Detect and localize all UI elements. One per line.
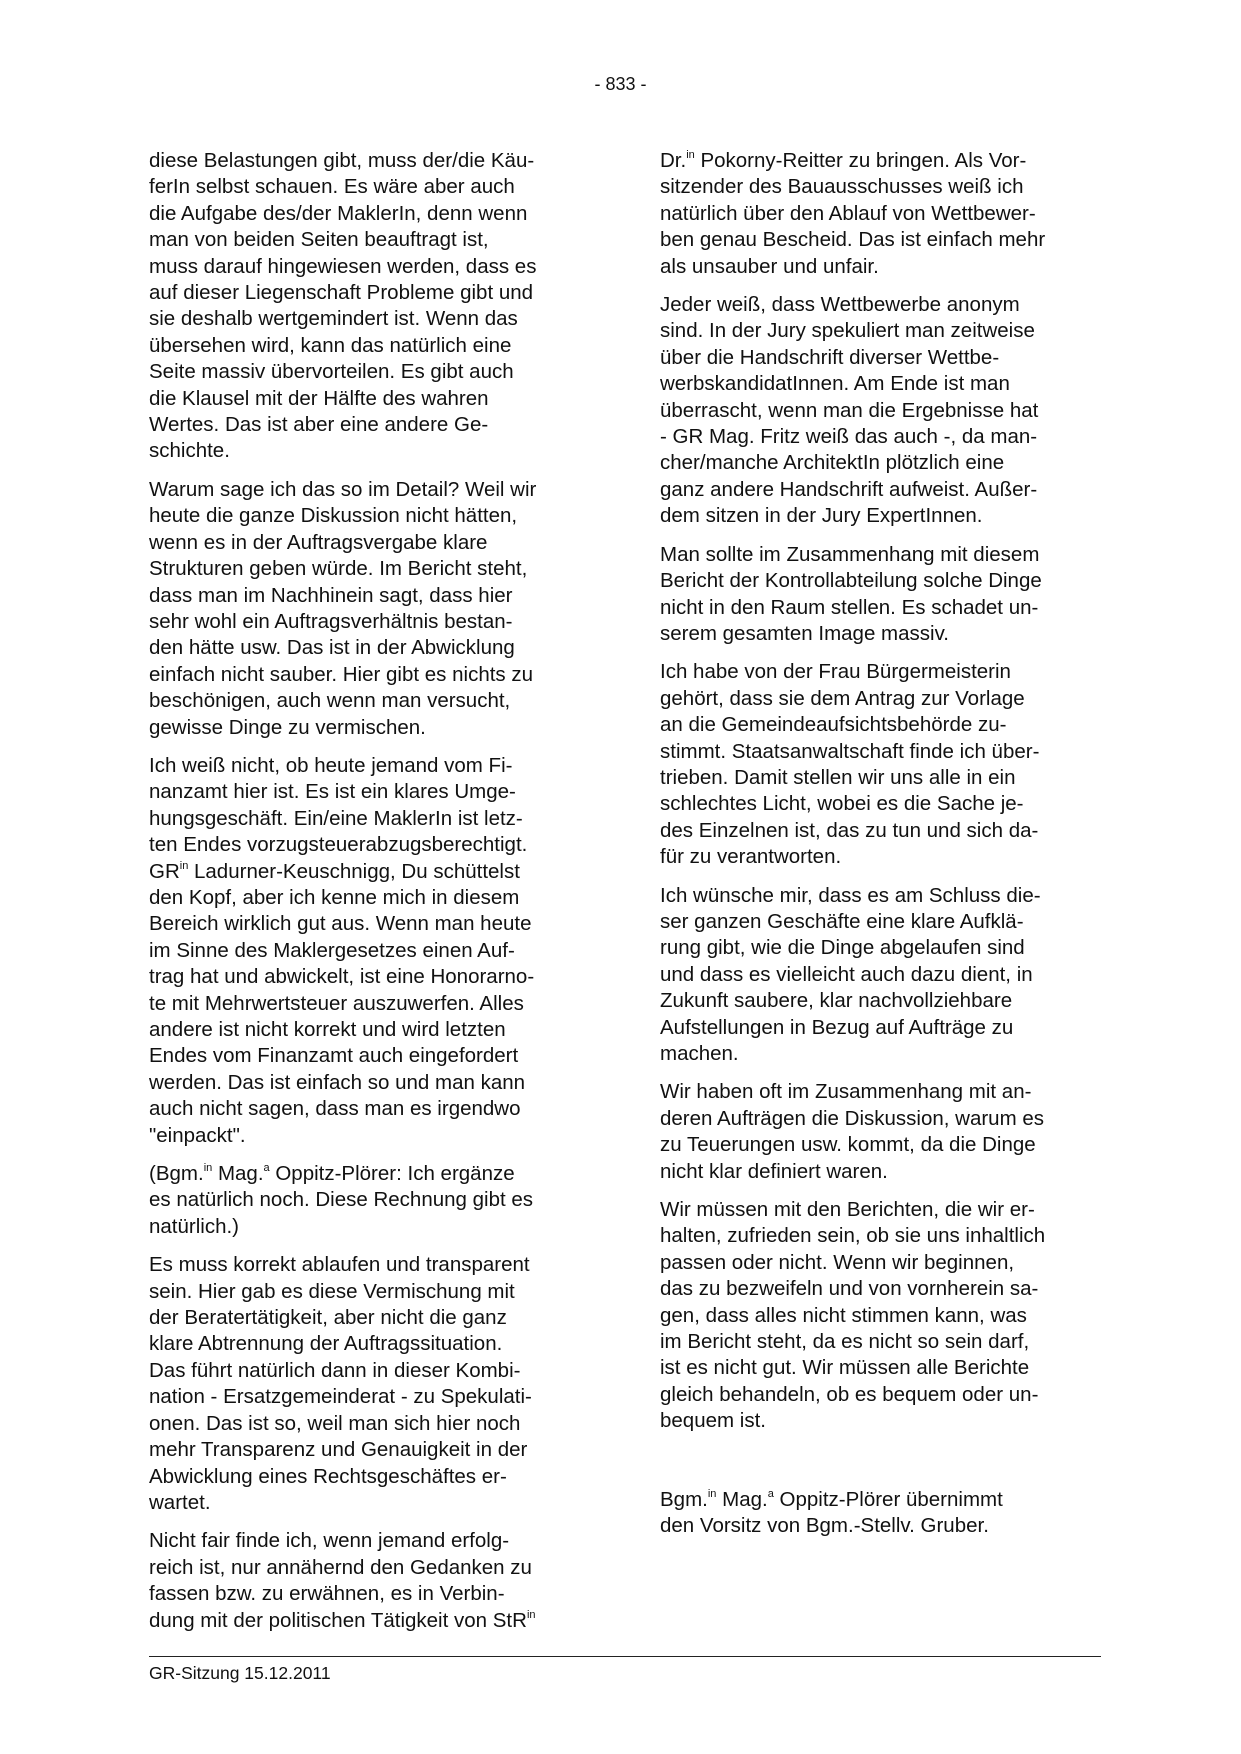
text-line: des Einzelnen ist, das zu tun und sich da-: [660, 818, 1039, 842]
text-line: Bericht der Kontrollabteilung solche Dinge: [660, 569, 1042, 593]
paragraph: [660, 148, 1105, 280]
text-line: Wir müssen mit den Berichten, die wir er-: [660, 1198, 1035, 1222]
text-line: überrascht, wenn man die Ergebnisse hat: [660, 398, 1039, 422]
text-line: [149, 1608, 594, 1634]
text-segment: Bgm.: [660, 1487, 708, 1511]
paragraph: [660, 883, 1105, 1068]
text-column-left: [149, 148, 594, 1646]
paragraph: [149, 477, 594, 741]
text-line: dem sitzen in der Jury ExpertInnen.: [660, 504, 983, 528]
paragraph: [149, 1161, 594, 1240]
text-line: Nicht fair finde ich, wenn jemand erfolg-: [149, 1529, 510, 1553]
text-line: Das führt natürlich dann in dieser Kombi-: [149, 1358, 521, 1382]
text-line: diese Belastungen gibt, muss der/die Käu-: [149, 149, 535, 172]
text-line: zu Teuerungen usw. kommt, da die Dinge: [660, 1133, 1036, 1157]
paragraph-spacer: [660, 1447, 1105, 1487]
text-line: man von beiden Seiten beauftragt ist,: [149, 228, 489, 252]
text-line: der Beratertätigkeit, aber nicht die ganz: [149, 1306, 507, 1330]
superscript: in: [686, 149, 695, 161]
text-line: [660, 1487, 1105, 1513]
text-line: Ich habe von der Frau Bürgermeisterin: [660, 660, 1011, 684]
text-line: sind. In der Jury spekuliert man zeitweise: [660, 319, 1035, 343]
text-line: trag hat und abwickelt, ist eine Honorarno-: [149, 965, 535, 989]
superscript: in: [707, 1487, 717, 1500]
text-line: Wertes. Das ist aber eine andere Ge-: [149, 413, 489, 437]
text-line: und dass es vielleicht auch dazu dient, in: [660, 962, 1033, 986]
paragraph: [149, 1252, 594, 1516]
text-line: trieben. Damit stellen wir uns alle in ein: [660, 765, 1016, 789]
page-number: - 833 -: [594, 74, 647, 94]
text-line: gleich behandeln, ob es bequem oder un-: [660, 1382, 1039, 1406]
text-line: es natürlich noch. Diese Rechnung gibt es: [149, 1188, 534, 1212]
superscript: in: [203, 1162, 213, 1175]
superscript: a: [767, 1487, 774, 1500]
text-line: für zu verantworten.: [660, 845, 842, 869]
text-line: Bereich wirklich gut aus. Wenn man heute: [149, 912, 532, 936]
text-line: te mit Mehrwertsteuer auszuwerfen. Alles: [149, 991, 524, 1015]
text-line: auch nicht sagen, dass man es irgendwo: [149, 1097, 521, 1121]
text-line: Aufstellungen in Bezug auf Aufträge zu: [660, 1015, 1014, 1039]
text-segment: Mag.: [212, 1162, 264, 1186]
text-line: natürlich.): [149, 1214, 240, 1238]
paragraph: [149, 1528, 594, 1634]
text-line: fassen bzw. zu erwähnen, es in Verbin-: [149, 1582, 505, 1606]
text-line: den Vorsitz von Bgm.-Stellv. Gruber.: [660, 1514, 989, 1538]
text-line: Jeder weiß, dass Wettbewerbe anonym: [660, 293, 1020, 317]
text-line: Zukunft saubere, klar nachvollziehbare: [660, 989, 1013, 1013]
text-line: passen oder nicht. Wenn wir beginnen,: [660, 1250, 1015, 1274]
text-segment: Oppitz-Plörer übernimmt: [773, 1487, 1003, 1511]
text-line: andere ist nicht korrekt und wird letzten: [149, 1018, 506, 1041]
text-line: serem gesamten Image massiv.: [660, 621, 950, 645]
text-line: dass man im Nachhinein sagt, dass hier: [149, 583, 513, 607]
paragraph: [660, 1079, 1105, 1185]
text-column-right: [660, 148, 1105, 1552]
text-segment: Oppitz-Plörer: Ich ergänze: [269, 1162, 515, 1186]
text-line: stimmt. Staatsanwaltschaft finde ich über-: [660, 739, 1040, 763]
text-line: ten Endes vorzugsteuerabzugsberechtigt.: [149, 833, 528, 857]
text-line: reich ist, nur annähernd den Gedanken zu: [149, 1555, 532, 1579]
text-line: im Sinne des Maklergesetzes einen Auf-: [149, 938, 515, 962]
paragraph: [149, 148, 594, 465]
paragraph: [660, 292, 1105, 530]
text-line: cher/manche ArchitektIn plötzlich eine: [660, 451, 1005, 475]
text-line: beschönigen, auch wenn man versucht,: [149, 689, 511, 713]
text-line: nanzamt hier ist. Es ist ein klares Umge-: [149, 780, 516, 804]
text-line: schlechtes Licht, wobei es die Sache je-: [660, 792, 1024, 816]
text-segment: Ladurner-Keuschnigg, Du schüttelst: [188, 859, 520, 883]
text-line: als unsauber und unfair.: [660, 254, 879, 278]
text-line: ist es nicht gut. Wir müssen alle Berichte: [660, 1356, 1030, 1380]
text-line: die Klausel mit der Hälfte des wahren: [149, 386, 489, 410]
text-line: hungsgeschäft. Ein/eine MaklerIn ist letz-: [149, 806, 523, 830]
text-line: bequem ist.: [660, 1409, 766, 1433]
text-line: über die Handschrift diverser Wettbe-: [660, 345, 1000, 369]
text-segment: Dr.: [660, 149, 687, 172]
text-line: ferIn selbst schauen. Es wäre aber auch: [149, 175, 515, 199]
text-line: Ich weiß nicht, ob heute jemand vom Fi-: [149, 753, 513, 777]
text-line: den hätte usw. Das ist in der Abwicklung: [149, 636, 515, 660]
text-line: mehr Transparenz und Genauigkeit in der: [149, 1438, 528, 1462]
text-segment: (Bgm.: [149, 1162, 204, 1186]
text-line: klare Abtrennung der Auftragssituation.: [149, 1332, 503, 1356]
text-line: Endes vom Finanzamt auch eingefordert: [149, 1044, 519, 1068]
text-line: [149, 859, 594, 885]
text-line: Man sollte im Zusammenhang mit diesem: [660, 542, 1040, 566]
paragraph: [660, 659, 1105, 870]
text-line: heute die ganze Diskussion nicht hätten,: [149, 504, 518, 528]
text-line: Warum sage ich das so im Detail? Weil wir: [149, 477, 537, 501]
text-line: den Kopf, aber ich kenne mich in diesem: [149, 885, 520, 909]
paragraph: [660, 1197, 1105, 1435]
text-line: das zu bezweifeln und von vornherein sa-: [660, 1277, 1039, 1301]
text-line: ser ganzen Geschäfte eine klare Aufklä-: [660, 909, 1024, 933]
text-line: werbskandidatInnen. Am Ende ist man: [660, 372, 1010, 396]
text-line: sie deshalb wertgemindert ist. Wenn das: [149, 307, 518, 331]
text-line: ben genau Bescheid. Das ist einfach mehr: [660, 228, 1046, 252]
paragraph: [660, 542, 1105, 648]
footer-divider: [149, 1656, 1101, 1657]
text-line: wenn es in der Auftragsvergabe klare: [149, 530, 488, 554]
text-line: gehört, dass sie dem Antrag zur Vorlage: [660, 686, 1025, 710]
paragraph: [149, 753, 594, 1149]
text-line: im Bericht steht, da es nicht so sein darf,: [660, 1330, 1030, 1354]
text-line: an die Gemeindeaufsichtsbehörde zu-: [660, 713, 1007, 737]
text-line: [149, 1161, 594, 1187]
text-line: natürlich über den Ablauf von Wettbewer-: [660, 201, 1036, 225]
text-line: sitzender des Bauausschusses weiß ich: [660, 175, 1024, 199]
text-line: nicht in den Raum stellen. Es schadet un-: [660, 595, 1039, 619]
text-line: [660, 148, 1105, 174]
text-line: die Aufgabe des/der MaklerIn, denn wenn: [149, 201, 528, 225]
text-line: sein. Hier gab es diese Vermischung mit: [149, 1279, 515, 1303]
text-line: auf dieser Liegenschaft Probleme gibt und: [149, 281, 534, 305]
text-line: deren Aufträgen die Diskussion, warum es: [660, 1106, 1045, 1130]
footer-session-date: GR-Sitzung 15.12.2011: [149, 1663, 331, 1683]
text-segment: Mag.: [716, 1487, 768, 1511]
text-line: nation - Ersatzgemeinderat - zu Spekulati-: [149, 1385, 532, 1409]
text-segment: dung mit der politischen Tätigkeit von StR: [149, 1608, 527, 1632]
text-line: - GR Mag. Fritz weiß das auch -, da man-: [660, 425, 1038, 449]
text-line: übersehen wird, kann das natürlich eine: [149, 333, 512, 357]
text-line: Es muss korrekt ablaufen und transparent: [149, 1253, 530, 1277]
text-line: "einpackt".: [149, 1123, 246, 1147]
superscript: in: [179, 859, 189, 872]
text-line: Abwicklung eines Rechtsgeschäftes er-: [149, 1464, 507, 1488]
text-line: Wir haben oft im Zusammenhang mit an-: [660, 1080, 1032, 1104]
text-line: einfach nicht sauber. Hier gibt es nichts zu: [149, 662, 534, 686]
text-line: muss darauf hingewiesen werden, dass es: [149, 254, 537, 278]
superscript: in: [526, 1608, 536, 1621]
text-line: ganz andere Handschrift aufweist. Außer-: [660, 477, 1038, 501]
text-line: wartet.: [149, 1490, 211, 1514]
superscript: a: [263, 1162, 270, 1175]
text-line: Ich wünsche mir, dass es am Schluss die-: [660, 883, 1041, 907]
paragraph: [660, 1487, 1105, 1540]
text-line: gen, dass alles nicht stimmen kann, was: [660, 1303, 1027, 1327]
text-line: machen.: [660, 1042, 739, 1065]
text-line: Seite massiv übervorteilen. Es gibt auch: [149, 360, 514, 384]
text-line: sehr wohl ein Auftragsverhältnis bestan-: [149, 609, 513, 633]
text-line: schichte.: [149, 439, 230, 463]
text-line: werden. Das ist einfach so und man kann: [149, 1070, 526, 1094]
text-segment: Pokorny-Reitter zu bringen. Als Vor-: [694, 149, 1027, 172]
text-line: gewisse Dinge zu vermischen.: [149, 715, 426, 739]
text-line: Strukturen geben würde. Im Bericht steht,: [149, 557, 528, 581]
text-line: halten, zufrieden sein, ob sie uns inhaltlich: [660, 1224, 1046, 1248]
text-segment: GR: [149, 859, 180, 883]
text-line: nicht klar definiert waren.: [660, 1159, 888, 1183]
text-line: rung gibt, wie die Dinge abgelaufen sind: [660, 936, 1025, 960]
text-line: onen. Das ist so, weil man sich hier noch: [149, 1411, 521, 1435]
